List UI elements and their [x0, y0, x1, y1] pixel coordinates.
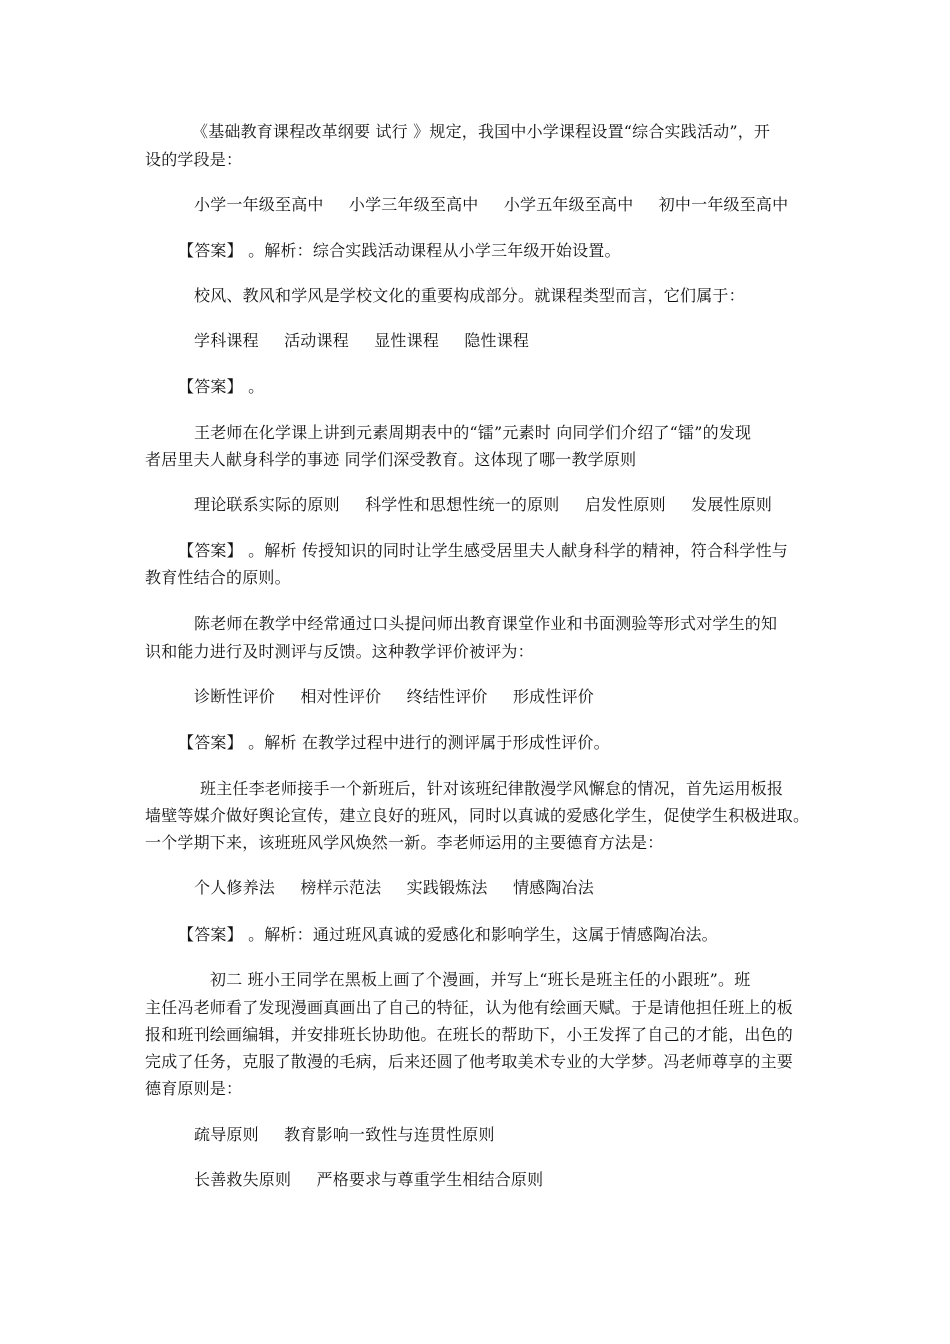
q4-options — [194, 687, 594, 707]
q5-option-b: 榜样示范法 — [300, 878, 382, 897]
q6-stem-line-1: 初二 班小王同学在黑板上画了个漫画，并写上“班长是班主任的小跟班”。班 — [210, 970, 751, 989]
q4-option-c: 终结性评价 — [406, 687, 488, 706]
q2-options — [194, 331, 529, 351]
q3-option-c: 启发性原则 — [584, 495, 666, 514]
q4-option-a: 诊断性评价 — [194, 687, 276, 706]
q5-option-a: 个人修养法 — [194, 878, 276, 897]
q3-answer-line-2: 教育性结合的原则。 — [145, 568, 291, 587]
q2-option-a: 学科课程 — [194, 331, 259, 350]
q6-stem-line-3: 报和班刊绘画编辑，并安排班长协助他。在班长的帮助下，小王发挥了自己的才能，出色的 — [145, 1025, 794, 1044]
q1-options — [194, 195, 788, 215]
q2-option-d: 隐性课程 — [464, 331, 530, 350]
q6-option-d: 严格要求与尊重学生相结合原则 — [316, 1170, 544, 1189]
q5-stem-line-3: 一个学期下来，该班班风学风焕然一新。李老师运用的主要德育方法是： — [145, 833, 664, 852]
q6-options-row-2 — [194, 1170, 543, 1190]
q6-options-row-1 — [194, 1125, 495, 1145]
q1-option-b: 小学三年级至高中 — [348, 195, 479, 214]
q1-option-d: 初中一年级至高中 — [658, 195, 789, 214]
q5-options — [194, 878, 594, 898]
q1-answer: 【答案】 。解析：综合实践活动课程从小学三年级开始设置。 — [178, 241, 621, 260]
q4-stem-line-1: 陈老师在教学中经常通过口头提问师出教育课堂作业和书面测验等形式对学生的知 — [194, 614, 778, 633]
q4-answer: 【答案】 。解析 在教学过程中进行的测评属于形成性评价。 — [178, 733, 610, 752]
q4-option-b: 相对性评价 — [300, 687, 382, 706]
q2-answer: 【答案】 。 — [178, 377, 265, 396]
q6-option-a: 疏导原则 — [194, 1125, 259, 1144]
q5-stem-line-2: 墙壁等媒介做好舆论宣传，建立良好的班风，同时以真诚的爱感化学生，促使学生积极进取。 — [145, 806, 810, 825]
q3-option-d: 发展性原则 — [691, 495, 773, 514]
q2-option-b: 活动课程 — [284, 331, 349, 350]
q1-option-a: 小学一年级至高中 — [194, 195, 324, 214]
q6-stem-line-4: 完成了任务，克服了散漫的毛病，后来还圆了他考取美术专业的大学梦。冯老师尊享的主要 — [145, 1052, 794, 1071]
q5-option-c: 实践锻炼法 — [406, 878, 488, 897]
q5-option-d: 情感陶冶法 — [512, 878, 594, 897]
q4-option-d: 形成性评价 — [512, 687, 594, 706]
q3-option-a: 理论联系实际的原则 — [194, 495, 340, 514]
q5-answer: 【答案】 。解析：通过班风真诚的爱感化和影响学生，这属于情感陶冶法。 — [178, 925, 718, 944]
q3-answer-line-1: 【答案】 。解析 传授知识的同时让学生感受居里夫人献身科学的精神，符合科学性与 — [178, 541, 788, 560]
q1-stem-line-2: 设的学段是： — [145, 150, 243, 169]
q6-stem-line-2: 主任冯老师看了发现漫画真画出了自己的特征，认为他有绘画天赋。于是请他担任班上的板 — [145, 998, 794, 1017]
q6-option-c: 长善救失原则 — [194, 1170, 292, 1189]
q3-stem-line-1: 王老师在化学课上讲到元素周期表中的“镭”元素时 向同学们介绍了“镭”的发现 — [194, 423, 752, 442]
q4-stem-line-2: 识和能力进行及时测评与反馈。这种教学评价被评为： — [145, 642, 534, 661]
q5-stem-line-1: 班主任李老师接手一个新班后，针对该班纪律散漫学风懈怠的情况，首先运用板报 — [200, 779, 784, 798]
q6-option-b: 教育影响一致性与连贯性原则 — [284, 1125, 495, 1144]
q6-stem-line-5: 德育原则是： — [145, 1079, 243, 1098]
q3-option-b: 科学性和思想性统一的原则 — [365, 495, 560, 514]
q3-options — [194, 495, 772, 515]
q2-stem-line-1: 校风、教风和学风是学校文化的重要构成部分。就课程类型而言，它们属于： — [194, 286, 745, 305]
q1-option-c: 小学五年级至高中 — [503, 195, 634, 214]
q3-stem-line-2: 者居里夫人献身科学的事迹 同学们深受教育。这体现了哪一教学原则 — [145, 450, 637, 469]
q2-option-c: 显性课程 — [374, 331, 440, 350]
q1-stem-line-1: 《基础教育课程改革纲要 试行 》规定，我国中小学课程设置“综合实践活动”，开 — [192, 122, 771, 141]
